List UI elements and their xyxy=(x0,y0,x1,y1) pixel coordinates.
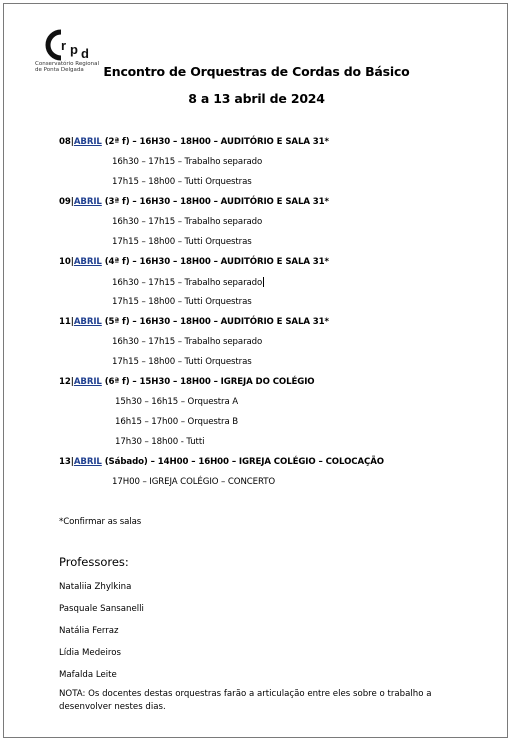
day-number: 08| xyxy=(59,137,74,147)
day-number: 12| xyxy=(59,377,74,387)
schedule-day-heading xyxy=(59,197,329,207)
day-details: (Sábado) – 14H00 – 16H00 – IGREJA COLÉGIO – COLOCAÇÃO xyxy=(101,457,385,467)
schedule-item: 17h15 – 18h00 – Tutti Orquestras xyxy=(112,297,252,307)
svg-text:p: p xyxy=(70,42,78,57)
schedule-item: 16h30 – 17h15 – Trabalho separado xyxy=(112,337,263,347)
schedule-item: 16h30 – 17h15 – Trabalho separado xyxy=(112,217,263,227)
schedule-day-heading xyxy=(59,457,384,467)
day-number: 09| xyxy=(59,197,74,207)
schedule-item: 17h15 – 18h00 – Tutti Orquestras xyxy=(112,177,252,187)
schedule-item: 16h15 – 17h00 – Orquestra B xyxy=(115,417,239,427)
day-number: 11| xyxy=(59,317,74,327)
professors-heading: Professores: xyxy=(59,555,129,569)
day-details: (4ª f) – 16H30 – 18H00 – AUDITÓRIO E SALA 31* xyxy=(101,257,329,267)
month-link: ABRIL xyxy=(73,377,102,387)
day-details: (5ª f) – 16H30 – 18H00 – AUDITÓRIO E SALA 31* xyxy=(101,317,329,327)
rooms-footnote: *Confirmar as salas xyxy=(59,517,142,527)
month-link: ABRIL xyxy=(73,197,102,207)
schedule-day-heading xyxy=(59,317,329,327)
day-number: 10| xyxy=(59,257,74,267)
professor-name: Pasquale Sansanelli xyxy=(59,604,144,614)
schedule-item: 17H00 – IGREJA COLÉGIO – CONCERTO xyxy=(112,477,276,487)
professor-name: Nataliia Zhylkina xyxy=(59,582,132,592)
month-link: ABRIL xyxy=(73,457,102,467)
schedule-item-text: 16h30 – 17h15 – Trabalho separado xyxy=(112,278,263,288)
month-link: ABRIL xyxy=(73,137,102,147)
professor-name: Lídia Medeiros xyxy=(59,648,121,658)
professor-name: Natália Ferraz xyxy=(59,626,119,636)
note-paragraph: NOTA: Os docentes destas orquestras farão a articulação entre eles sobre o trabalho a desenvolver nestes dias. xyxy=(59,689,432,712)
text-cursor xyxy=(263,277,264,287)
month-link: ABRIL xyxy=(73,317,102,327)
logo-caption-line1: Conservatório Regional xyxy=(35,61,99,67)
schedule-item: 17h30 – 18h00 - Tutti xyxy=(115,437,205,447)
schedule-day-heading xyxy=(59,377,315,387)
day-details: (3ª f) – 16H30 – 18H00 – AUDITÓRIO E SALA 31* xyxy=(101,197,329,207)
document-dates: 8 a 13 abril de 2024 xyxy=(188,91,325,106)
professor-name: Mafalda Leite xyxy=(59,670,117,680)
day-details: (2ª f) – 16H30 – 18H00 – AUDITÓRIO E SALA 31* xyxy=(101,137,329,147)
crpd-logo-mark xyxy=(41,28,101,62)
document-title: Encontro de Orquestras de Cordas do Básico xyxy=(103,64,410,79)
svg-text:d: d xyxy=(81,46,89,61)
schedule-item: 15h30 – 16h15 – Orquestra A xyxy=(115,397,239,407)
schedule-item: 17h15 – 18h00 – Tutti Orquestras xyxy=(112,237,252,247)
schedule-item[interactable] xyxy=(112,277,264,288)
day-details: (6ª f) – 15H30 – 18H00 – IGREJA DO COLÉGIO xyxy=(101,377,315,387)
month-link: ABRIL xyxy=(73,257,102,267)
schedule-item: 17h15 – 18h00 – Tutti Orquestras xyxy=(112,357,252,367)
schedule-item: 16h30 – 17h15 – Trabalho separado xyxy=(112,157,263,167)
schedule-day-heading xyxy=(59,137,329,147)
day-number: 13| xyxy=(59,457,74,467)
svg-text:r: r xyxy=(61,38,67,53)
logo-caption-line2: de Ponta Delgada xyxy=(35,67,84,73)
document-page xyxy=(3,3,508,738)
schedule-day-heading xyxy=(59,257,329,267)
